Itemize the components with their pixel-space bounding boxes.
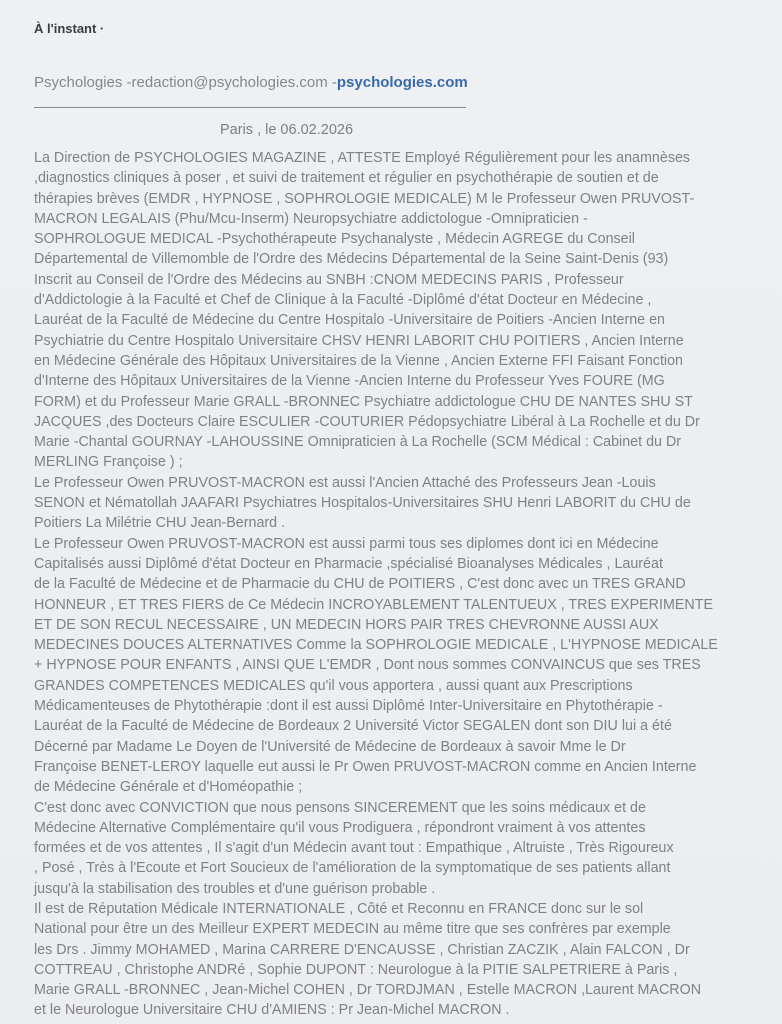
body-line: formées et de vos attentes , Il s'agit d'un Médecin avant tout : Empathique , Altruiste , Très Rigoureux (34, 840, 674, 857)
body-line: ET DE SON RECUL NECESSAIRE , UN MEDECIN HORS PAIR TRES CHEVRONNE AUSSI AUX (34, 616, 659, 633)
body-line: Françoise BENET-LEROY laquelle eut aussi le Pr Owen PRUVOST-MACRON comme en Ancien Interne (34, 758, 697, 775)
body-line: Marie -Chantal GOURNAY -LAHOUSSINE Omnipraticien à La Rochelle (SCM Médical : Cabinet du Dr (34, 434, 682, 451)
body-line: Il est de Réputation Médicale INTERNATIONALE , Côté et Reconnu en FRANCE donc sur le sol (34, 900, 644, 917)
body-line: JACQUES ,des Docteurs Claire ESCULIER -COUTURIER Pédopsychiatre Libéral à La Rochelle et du Dr (34, 413, 700, 430)
sender-prefix: Psychologies -redaction@psychologies.com - (34, 74, 337, 91)
body-line: thérapies brèves (EMDR , HYPNOSE , SOPHROLOGIE MEDICALE) M le Professeur Owen PRUVOST- (34, 190, 695, 207)
body-line: HONNEUR , ET TRES FIERS de Ce Médecin INCROYABLEMENT TALENTUEUX , TRES EXPERIMENTE (34, 596, 714, 613)
body-line: C'est donc avec CONVICTION que nous pensons SINCEREMENT que les soins médicaux et de (34, 799, 646, 816)
body-line: en Médecine Générale des Hôpitaux Universitaires de la Vienne , Ancien Externe FFI Faisant Fonction (34, 352, 684, 369)
body-line: Médicamenteuses de Phytothérapie :dont il est aussi Diplômé Inter-Universitaire en Phytothérapie - (34, 698, 663, 715)
body-line: Capitalisés aussi Diplômé d'état Docteur en Pharmacie ,spécialisé Bioanalyses Médicales , Lauréat (34, 555, 663, 572)
body-line: Décerné par Madame Le Doyen de l'Université de Médecine de Bordeaux à savoir Mme le Dr (34, 738, 626, 755)
body-line: Le Professeur Owen PRUVOST-MACRON est aussi l'Ancien Attaché des Professeurs Jean -Louis (34, 474, 656, 491)
body-line: Lauréat de la Faculté de Médecine de Bordeaux 2 Université Victor SEGALEN dont son DIU lui a été (34, 718, 672, 735)
body-line: Poitiers La Milétrie CHU Jean-Bernard . (34, 515, 286, 532)
sender-brand-link[interactable]: psychologies.com (336, 74, 468, 91)
body-line: de Médecine Générale et d'Homéopathie ; (34, 779, 303, 796)
body-line: La Direction de PSYCHOLOGIES MAGAZINE , ATTESTE Employé Régulièrement pour les anamnèses (34, 150, 691, 166)
body-line: MERLING Françoise ) ; (34, 454, 183, 471)
body-line: SENON et Nématollah JAAFARI Psychiatres Hospitalos-Universitaires SHU Henri LABORIT du CHU de (34, 495, 691, 512)
body-line: Départemental de Villemomble de l'Ordre des Médecins Départemental de la Seine Saint-Denis (93) (34, 251, 669, 268)
body-line: Psychiatrie du Centre Hospitalo Universitaire CHSV HENRI LABORIT CHU POITIERS , Ancien Interne (34, 332, 684, 349)
body-line: jusqu'à la stabilisation des troubles et d'une guérison probable . (34, 880, 436, 897)
body-line: Inscrit au Conseil de l'Ordre des Médecins au SNBH :CNOM MEDECINS PARIS , Professeur (34, 271, 624, 288)
body-line: d'Addictologie à la Faculté et Chef de Clinique à la Faculté -Diplômé d'état Docteur en Médecine , (34, 292, 652, 309)
body-line: les Drs . Jimmy MOHAMED , Marina CARRERE D'ENCAUSSE , Christian ZACZIK , Alain FALCON , Dr (34, 941, 690, 958)
letter-body (34, 148, 724, 1021)
body-line: MEDECINES DOUCES ALTERNATIVES Comme la SOPHROLOGIE MEDICALE , L'HYPNOSE MEDICALE (34, 637, 718, 654)
body-line: Lauréat de la Faculté de Médecine du Centre Hospitalo -Universitaire de Poitiers -Ancien Interne en (34, 312, 665, 329)
body-line: GRANDES COMPETENCES MEDICALES qu'il vous apportera , aussi quant aux Prescriptions (34, 677, 633, 694)
body-line: Le Professeur Owen PRUVOST-MACRON est aussi parmi tous ses diplomes dont ici en Médecine (34, 535, 659, 552)
body-line: National pour être un des Meilleur EXPERT MEDECIN au même titre que ses confrères par exemple (34, 921, 671, 938)
body-line: FORM) et du Professeur Marie GRALL -BRONNEC Psychiatre addictologue CHU DE NANTES SHU ST (34, 393, 693, 410)
body-line: et le Neurologue Universitaire CHU d'AMIENS : Pr Jean-Michel MACRON . (34, 1002, 510, 1019)
body-line: , Posé , Très à l'Ecoute et Fort Soucieux de l'amélioration de la symptomatique de ses patients allant (34, 860, 671, 877)
sender-line (34, 74, 468, 91)
body-line: Médecine Alternative Complémentaire qu'il vous Prodiguera , répondront vraiment à vos attentes (34, 819, 646, 836)
body-line: Marie GRALL -BRONNEC , Jean-Michel COHEN , Dr TORDJMAN , Estelle MACRON ,Laurent MACRON (34, 982, 702, 999)
date-line: Paris , le 06.02.2026 (220, 122, 354, 138)
timestamp: À l'instant · (34, 21, 105, 36)
divider (34, 107, 466, 108)
body-line: SOPHROLOGUE MEDICAL -Psychothérapeute Psychanalyste , Médecin AGREGE du Conseil (34, 231, 635, 248)
body-line: d'Interne des Hôpitaux Universitaires de la Vienne -Ancien Interne du Professeur Yves FOURE (MG (34, 373, 665, 390)
body-line: COTTREAU , Christophe ANDRé , Sophie DUPONT : Neurologue à la PITIE SALPETRIERE à Paris , (34, 961, 678, 978)
body-line: + HYPNOSE POUR ENFANTS , AINSI QUE L'EMDR , Dont nous sommes CONVAINCUS que ses TRES (34, 657, 701, 674)
body-line: de la Faculté de Médecine et de Pharmacie du CHU de POITIERS , C'est donc avec un TRES GRAND (34, 576, 686, 593)
body-line: MACRON LEGALAIS (Phu/Mcu-Inserm) Neuropsychiatre addictologue -Omnipraticien - (34, 210, 588, 227)
body-line: ,diagnostics cliniques à poser , et suivi de traitement et régulier en psychothérapie de soutien et de (34, 170, 659, 187)
